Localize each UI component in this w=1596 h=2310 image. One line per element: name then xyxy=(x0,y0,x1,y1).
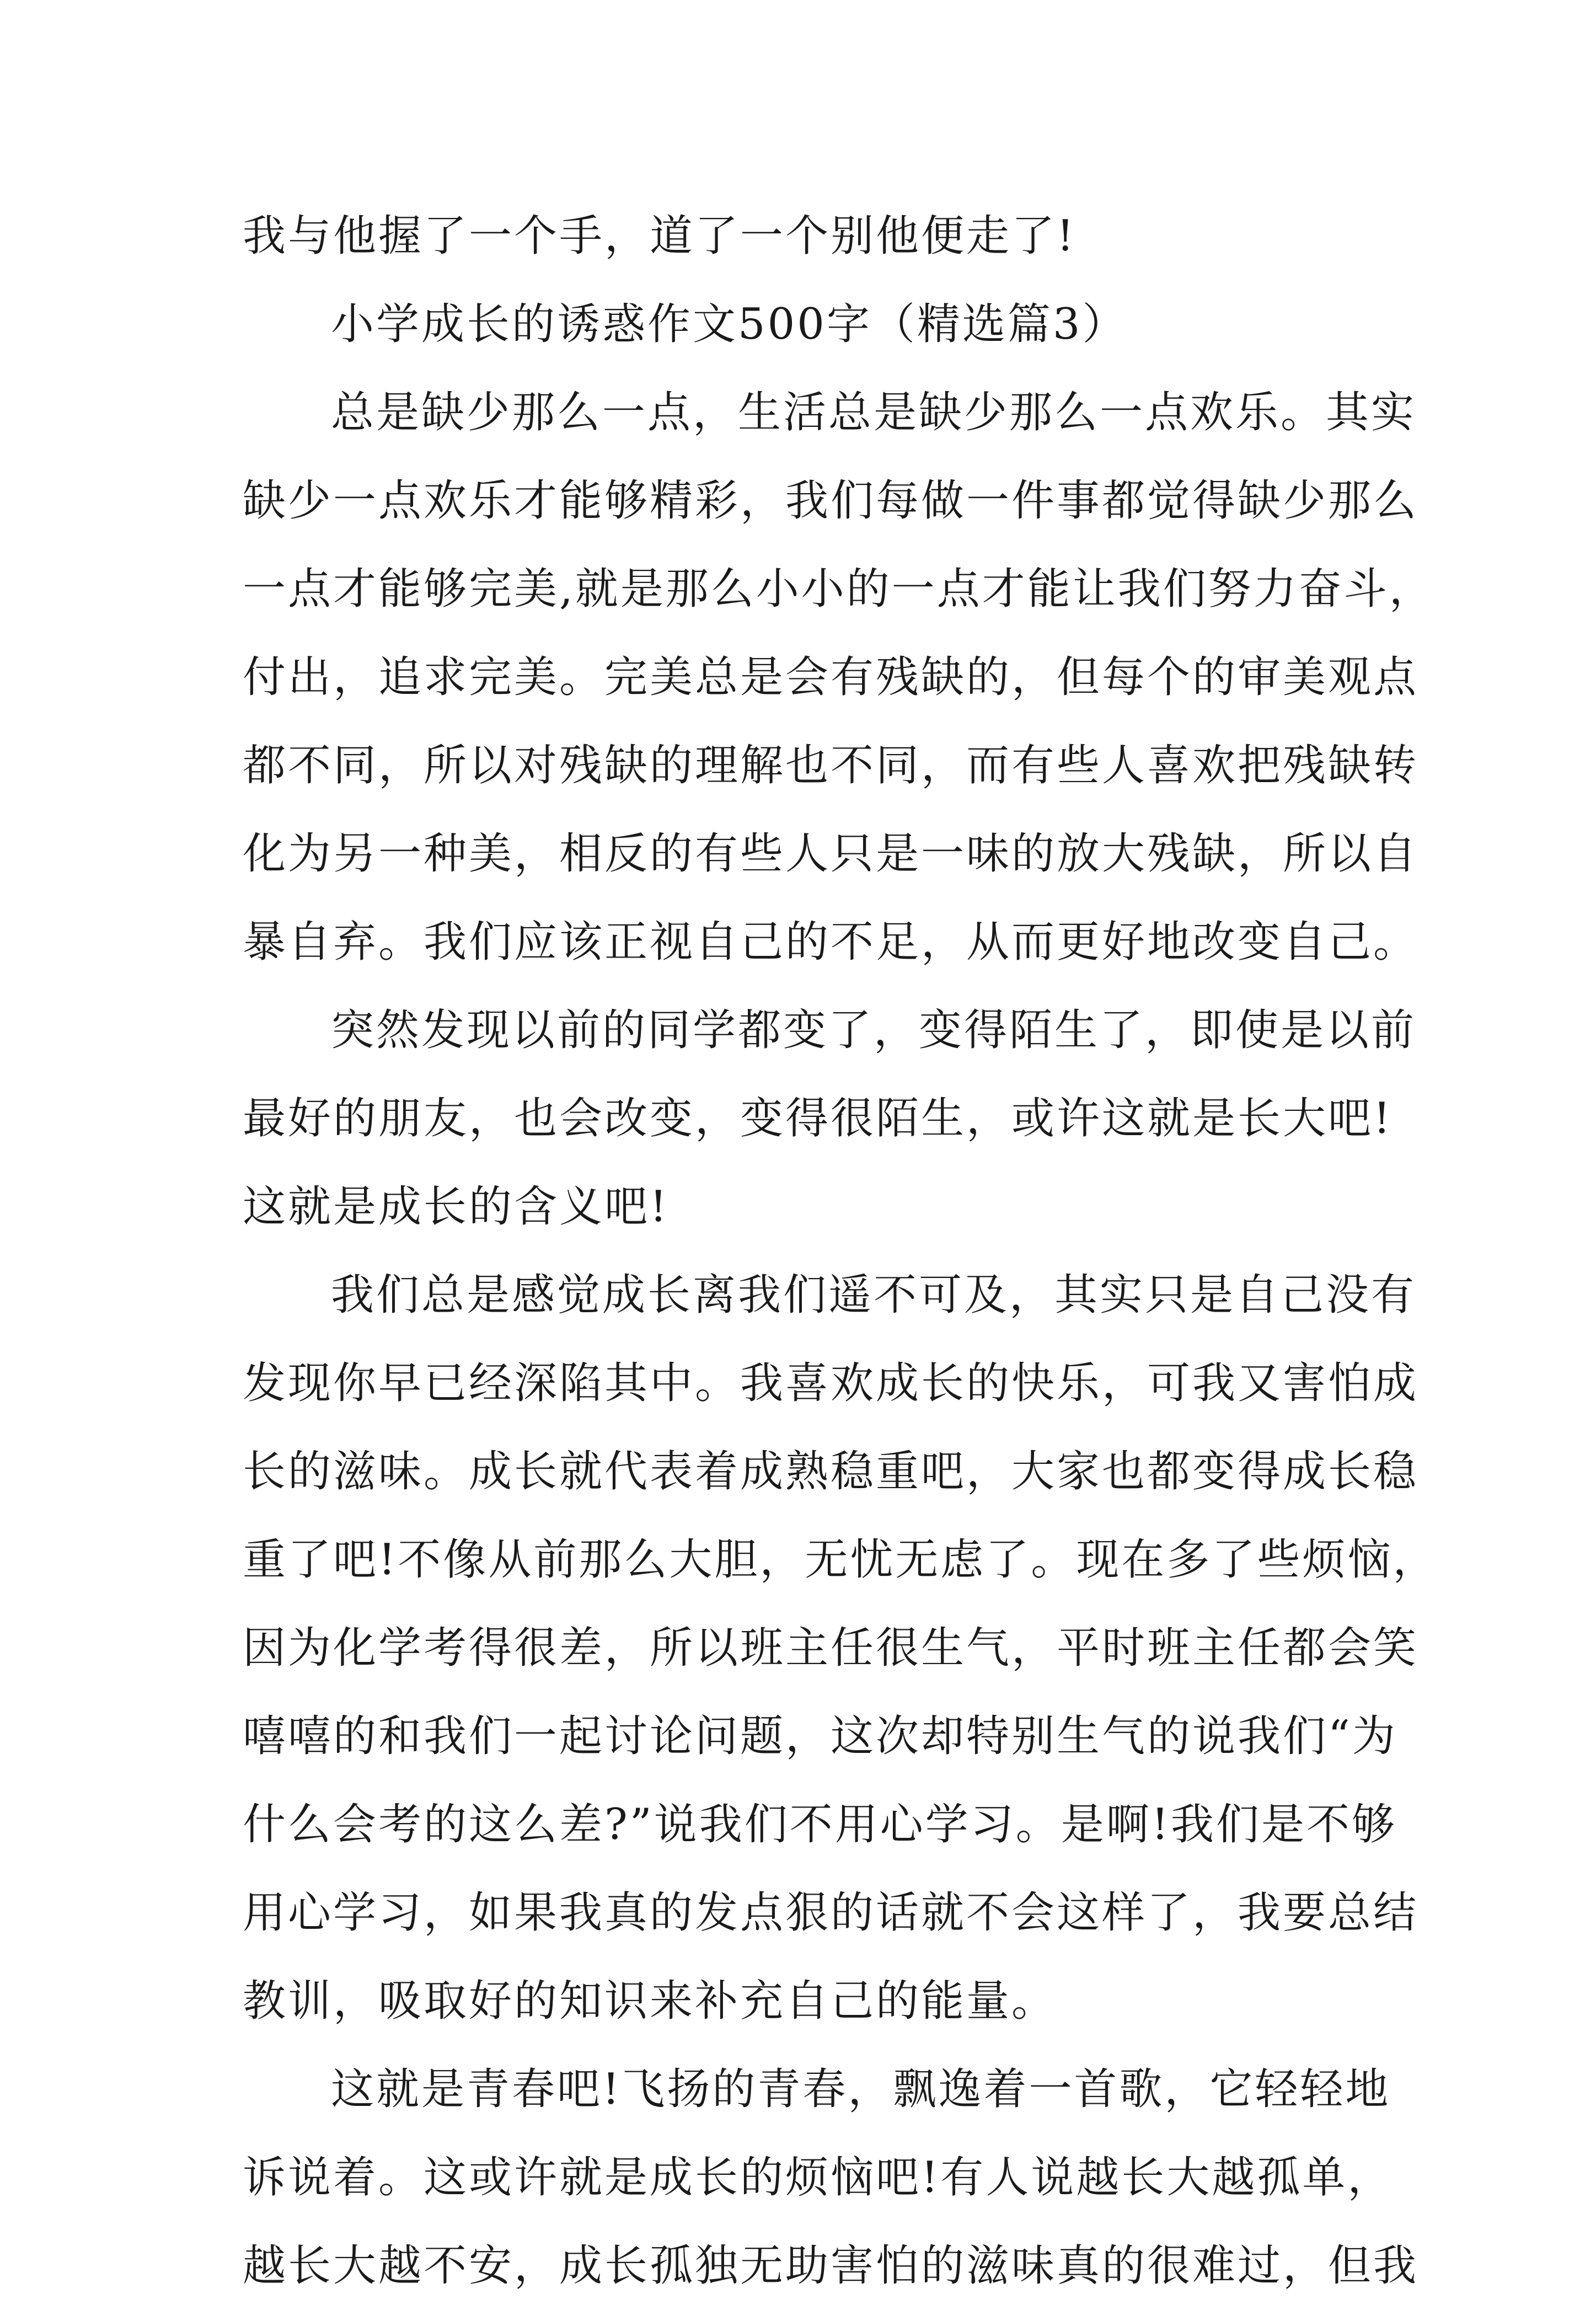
paragraph-1 xyxy=(243,368,1434,986)
text-line: 用心学习，如果我真的发点狠的话就不会这样了，我要总结 xyxy=(243,1888,1419,1938)
text-line: 这就是成长的含义吧! xyxy=(243,1182,670,1232)
text-line: 付出，追求完美。完美总是会有残缺的，但每个的审美观点 xyxy=(243,653,1419,702)
paragraph-3 xyxy=(243,1251,1438,2045)
text-line: 化为另一种美，相反的有些人只是一味的放大残缺，所以自 xyxy=(243,829,1419,879)
text-line: 这就是青春吧!飞扬的青春，飘逸着一首歌，它轻轻地 xyxy=(331,2065,1391,2114)
text-line: 缺少一点欢乐才能够精彩，我们每做一件事都觉得缺少那么 xyxy=(243,476,1419,526)
text-line: 发现你早已经深陷其中。我喜欢成长的快乐，可我又害怕成 xyxy=(243,1359,1419,1408)
text-line: 重了吧!不像从前那么大胆，无忧无虑了。现在多了些烦恼， xyxy=(243,1535,1438,1585)
text-line: 我与他握了一个手，道了一个别他便走了! xyxy=(243,211,1077,261)
text-line: 都不同，所以对残缺的理解也不同，而有些人喜欢把残缺转 xyxy=(243,741,1419,790)
text-line: 越长大越不安，成长孤独无助害怕的滋味真的很难过，但我 xyxy=(243,2241,1419,2291)
heading-text: 小学成长的诱惑作文500字（精选篇3） xyxy=(331,300,1128,349)
paragraph-2 xyxy=(243,986,1417,1251)
document-body xyxy=(243,192,1438,2310)
text-line: 长的滋味。成长就代表着成熟稳重吧，大家也都变得成长稳 xyxy=(243,1447,1419,1496)
paragraph-4 xyxy=(243,2045,1419,2310)
text-line: 总是缺少那么一点，生活总是缺少那么一点欢乐。其实 xyxy=(331,388,1417,437)
text-line: 我们总是感觉成长离我们遥不可及，其实只是自己没有 xyxy=(331,1270,1417,1320)
text-line: 最好的朋友，也会改变，变得很陌生，或许这就是长大吧! xyxy=(243,1094,1393,1143)
text-line: 什么会考的这么差?”说我们不用心学习。是啊!我们是不够 xyxy=(243,1800,1397,1849)
text-line: 突然发现以前的同学都变了，变得陌生了，即使是以前 xyxy=(331,1006,1417,1055)
paragraph-continuation xyxy=(243,192,1368,280)
text-line: 教训，吸取好的知识来补充自己的能量。 xyxy=(243,1976,1057,2026)
text-line: 暴自弃。我们应该正视自己的不足，从而更好地改变自己。 xyxy=(243,917,1419,967)
text-line: 因为化学考得很差，所以班主任很生气，平时班主任都会笑 xyxy=(243,1623,1419,1673)
text-line: 一点才能够完美,就是那么小小的一点才能让我们努力奋斗， xyxy=(243,564,1434,614)
text-line: 嘻嘻的和我们一起讨论问题，这次却特别生气的说我们“为 xyxy=(243,1712,1397,1761)
section-heading xyxy=(243,280,1368,368)
text-line: 诉说着。这或许就是成长的烦恼吧!有人说越长大越孤单， xyxy=(243,2153,1393,2202)
